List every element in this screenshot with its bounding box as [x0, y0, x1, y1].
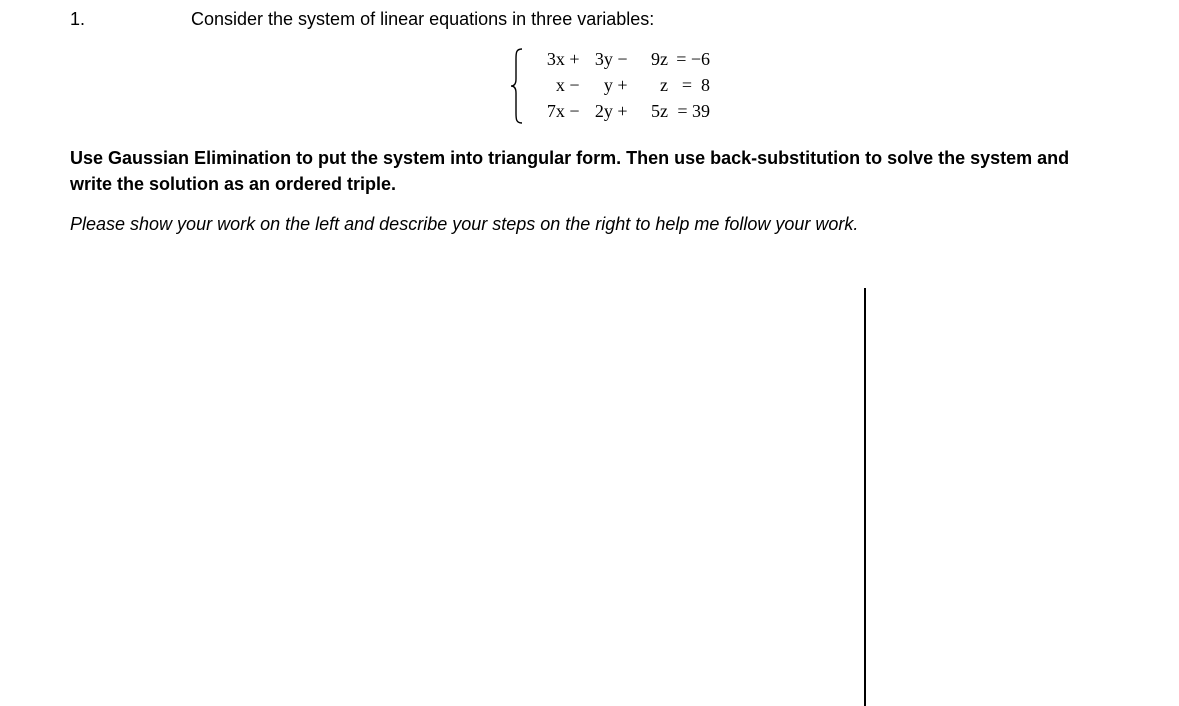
- equation-term: 3x +: [546, 49, 584, 69]
- equation-term: 2y +: [594, 101, 632, 121]
- problem-number: 1.: [70, 9, 86, 29]
- equation-system: [510, 47, 710, 127]
- equation-term: 5z: [651, 101, 668, 121]
- equation-term: x −: [555, 75, 584, 95]
- work-note: Please show your work on the left and describe your steps on the right to help me follow your work.: [70, 214, 859, 234]
- equation-rhs: = 39: [672, 101, 710, 121]
- equation-term: z: [660, 75, 668, 95]
- equation-row: [528, 74, 710, 96]
- equation-term: 9z: [651, 49, 668, 69]
- equation-rhs: = −6: [671, 49, 710, 69]
- equation-row: [528, 48, 710, 70]
- equation-term: 7x −: [546, 101, 584, 121]
- equation-rhs: = 8: [677, 75, 710, 95]
- equation-term: 3y −: [594, 49, 632, 69]
- left-brace-icon: [510, 47, 524, 125]
- equation-row: [528, 100, 710, 122]
- problem-intro: Consider the system of linear equations in three variables:: [191, 9, 655, 29]
- instructions: Use Gaussian Elimination to put the system into triangular form. Then use back-substitution to solve the system and write the solution as an ordered triple.: [70, 148, 1070, 194]
- work-divider: [864, 288, 866, 706]
- equation-term: y +: [603, 75, 632, 95]
